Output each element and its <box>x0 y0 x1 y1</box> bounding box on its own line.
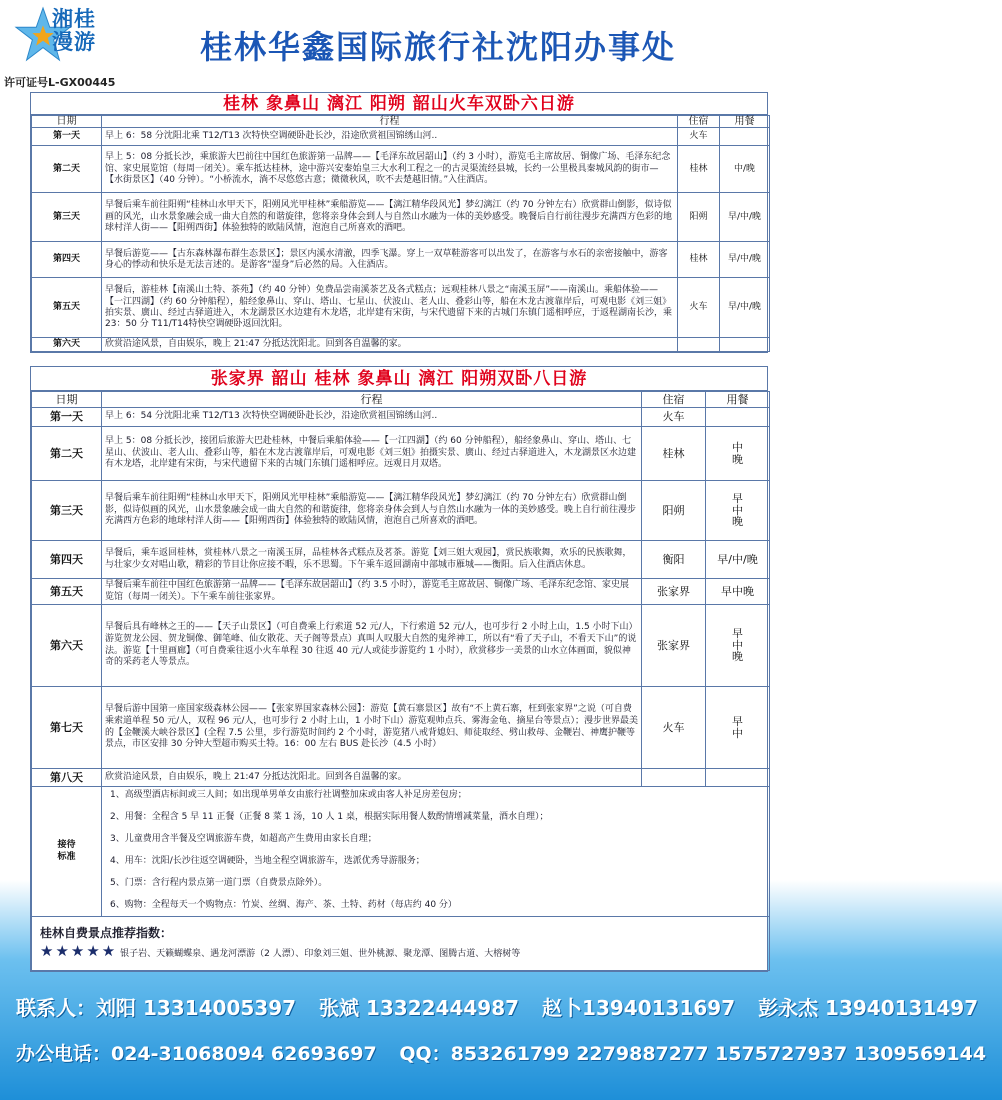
license-number: 许可证号L-GX00445 <box>4 76 116 89</box>
standards-row <box>32 787 770 917</box>
itinerary-text: 早餐后乘车前往阳朔“桂林山水甲天下，阳朔风光甲桂林”乘船游览——【漓江精华段风光】梦幻漓江（约 70 分钟左右）欣赏群山倒影，似诗似画的风光，山水景象融会成一曲大自然的和谐旋律，您将亲身体会到人与自然山水融为一体的美妙感受。晚上自行前往漫步充满西方色彩的地球村洋人街——【阳朔西街】体验独特的欧陆风情，泡泡自己所喜欢的酒吧。 <box>102 481 642 541</box>
day-label: 第一天 <box>32 128 102 146</box>
table-row <box>32 146 770 193</box>
accommodation: 桂林 <box>678 242 720 278</box>
header-meals: 用餐 <box>706 392 770 408</box>
logo-text <box>52 8 96 54</box>
day-label: 第五天 <box>32 579 102 605</box>
section1-table <box>31 115 770 352</box>
accommodation: 张家界 <box>642 605 706 687</box>
meals: 早/中/晚 <box>720 193 770 242</box>
meals: 中/晚 <box>720 146 770 193</box>
accommodation: 火车 <box>678 278 720 338</box>
day-label: 第六天 <box>32 338 102 352</box>
standard-item: 4、用车：沈阳/长沙往返空调硬卧，当地全程空调旅游车，选派优秀导游服务； <box>110 856 425 866</box>
standard-item: 3、儿童费用含半餐及空调旅游车费，如超高产生费用由家长自理； <box>110 834 377 844</box>
day-label: 第七天 <box>32 687 102 769</box>
day-label: 第四天 <box>32 541 102 579</box>
accommodation: 阳朔 <box>642 481 706 541</box>
accommodation: 桂林 <box>642 427 706 481</box>
tour-six-day <box>30 92 768 353</box>
accommodation <box>642 769 706 787</box>
office-contacts <box>16 1031 987 1077</box>
table-row <box>32 605 770 687</box>
day-label: 第五天 <box>32 278 102 338</box>
table-row <box>32 242 770 278</box>
header-meals: 用餐 <box>720 116 770 128</box>
contact-item: 彭永杰 13940131497 <box>758 996 979 1020</box>
itinerary-text: 早餐后具有峰林之王的——【天子山景区】（可自费乘上行索道 52 元/人，下行索道 52 元/人，也可步行 2 小时上山，1.5 小时下山）游览贺龙公园、贺龙铜像、御笔峰、仙女散花、天子阁等景点）真叫人叹服大自然的鬼斧神工，所以有“看了天子山，不看天下山”的说法。游览【十里画廊】（可自费乘往返小火车单程 30 往返 40 元/人或徒步游览约 1 小时），欣赏移步一美景的山水立体画面，貌似神奇的采药老人等景点。 <box>102 605 642 687</box>
selfpay-line <box>40 942 761 961</box>
contact-item: 赵卜13940131697 <box>542 996 736 1020</box>
itinerary-text: 早餐后，乘车返回桂林，赏桂林八景之一南溪玉屏，品桂林各式糕点及茗茶。游览【刘三姐大观园】，赏民族歌舞，欢乐的民族歌舞，与壮家少女对唱山歌，精彩的节目让你应接不暇，乐不思蜀。下午乘车返回湖南中部城市雁城——衡阳。后入住酒店休息。 <box>102 541 642 579</box>
contact-item: 联系人：刘阳 13314005397 <box>16 996 297 1020</box>
section2-title: 张家界 韶山 桂林 象鼻山 漓江 阳朔双卧八日游 <box>31 367 767 391</box>
day-label: 第八天 <box>32 769 102 787</box>
meals <box>706 408 770 427</box>
accommodation <box>678 338 720 352</box>
day-label: 第二天 <box>32 427 102 481</box>
itinerary-text: 早餐后游览——【古东森林瀑布群生态景区】；景区内溪水清澈，四季飞瀑。穿上一双草鞋游客可以出发了，在游客与水石的亲密接触中，游客身心的悸动和快乐是无法言述的。是游客“湿身”后必然的局。入住酒店。 <box>102 242 678 278</box>
table-header-row <box>32 116 770 128</box>
contacts <box>16 985 987 1077</box>
tour-eight-day <box>30 366 768 972</box>
meals <box>720 128 770 146</box>
star-rating-icon: ★★★★★ <box>40 942 118 960</box>
section2-table <box>31 391 770 971</box>
standard-item: 2、用餐：全程含 5 早 11 正餐（正餐 8 菜 1 汤，10 人 1 桌，根据实际用餐人数酌情增减菜量，酒水自理）； <box>110 812 549 822</box>
itinerary-text: 早上 6：54 分沈阳北乘 T12/T13 次特快空调硬卧赴长沙，沿途欣赏祖国锦绣山河.. <box>102 408 642 427</box>
header <box>0 0 800 92</box>
selfpay-title: 桂林自费景点推荐指数： <box>40 926 173 941</box>
accommodation: 火车 <box>642 687 706 769</box>
contact-persons <box>16 985 979 1031</box>
meals: 早 中 晚 <box>706 481 770 541</box>
meals: 早 中 <box>706 687 770 769</box>
itinerary-text: 早餐后游中国第一座国家级森林公园——【张家界国家森林公园】：游览【黄石寨景区】故有“不上黄石寨，枉到张家界”之说（可自费乘索道单程 50 元/人，双程 96 元/人，也可步行 2 小时上山，1 小时下山）游览观帅点兵、雾海金龟、摘星台等景点）；漫步世界最美的【金鞭溪大峡谷景区】(全程 7.5 公里，步行游览时间约 2 个小时，游览猪八戒背媳妇、师徒取经、劈山救母、金鞭岩、神鹰护鞭等景点，市区安排 30 分钟大型超市购买土特。16：00 左右 BUS 赴长沙（4.5 小时） <box>102 687 642 769</box>
day-label: 第一天 <box>32 408 102 427</box>
table-row <box>32 481 770 541</box>
standards-label: 接待 标准 <box>32 787 102 917</box>
meals: 中 晚 <box>706 427 770 481</box>
itinerary-text: 欣赏沿途风景，自由娱乐，晚上 21:47 分抵达沈阳北。回到各自温馨的家。 <box>102 338 678 352</box>
header-date: 日期 <box>32 116 102 128</box>
qq-numbers: QQ：853261799 2279887277 1575727937 1309569144 <box>399 1043 987 1065</box>
table-row <box>32 128 770 146</box>
standard-item: 1、高级型酒店标间或三人间；如出现单男单女由旅行社调整加床或由客人补足房差包房； <box>110 790 467 800</box>
table-row <box>32 338 770 352</box>
itinerary-text: 早餐后乘车前往中国红色旅游第一品牌——【毛泽东故居韶山】（约 3.5 小时），游览毛主席故居、铜像广场、毛泽东纪念馆、家史展览馆（每周一闭关）。下午乘车前往张家界。 <box>102 579 642 605</box>
contact-item: 张斌 13322444987 <box>319 996 520 1020</box>
standard-item: 5、门票：含行程内景点第一道门票（自费景点除外）。 <box>110 878 328 888</box>
header-accommodation: 住宿 <box>678 116 720 128</box>
meals <box>706 769 770 787</box>
office-phone: 办公电话：024-31068094 62693697 <box>16 1043 377 1065</box>
itinerary-text: 早餐后乘车前往阳朔“桂林山水甲天下，阳朔风光甲桂林”乘船游览——【漓江精华段风光】梦幻漓江（约 70 分钟左右）欣赏群山倒影，似诗似画的风光，山水景象融会成一曲大自然的和谐旋律，您将亲身体会到人与自然山水融为一体的美妙感受。晚餐后自行前往漫步充满西方色彩的地球村洋人街——【阳朔西街】体验独特的欧陆风情，泡泡自己所喜欢的酒吧。 <box>102 193 678 242</box>
table-row <box>32 193 770 242</box>
table-header-row <box>32 392 770 408</box>
day-label: 第二天 <box>32 146 102 193</box>
accommodation: 火车 <box>678 128 720 146</box>
logo-line2: 漫游 <box>52 30 96 54</box>
itinerary-text: 早上 5：08 分抵长沙，接团后旅游大巴赴桂林，中餐后乘船体验——【一江四湖】（约 60 分钟船程），船经象鼻山、穿山、塔山、七星山、伏波山、老人山、叠彩山等，船在木龙古渡靠岸后，可观电影《刘三姐》拍摄实景、廣山、经过古驿道进入，木龙湖景区水边建有木龙塔，北岸建有宋街，与宋代遗留下来的古城门东镇门遥相呼应。远观日月双塔。 <box>102 427 642 481</box>
table-row <box>32 278 770 338</box>
table-row <box>32 408 770 427</box>
header-accommodation: 住宿 <box>642 392 706 408</box>
table-row <box>32 769 770 787</box>
header-itinerary: 行程 <box>102 392 642 408</box>
meals: 早中晚 <box>706 579 770 605</box>
table-row <box>32 427 770 481</box>
accommodation: 张家界 <box>642 579 706 605</box>
selfpay-text: 银子岩、天籁蝴蝶泉、遇龙河漂游（2 人漂）、印象刘三姐、世外桃源、聚龙潭、图腾古道、大榕树等 <box>120 949 521 959</box>
selfpay-cell <box>32 917 770 971</box>
table-row <box>32 541 770 579</box>
table-row <box>32 687 770 769</box>
section1-title: 桂林 象鼻山 漓江 阳朔 韶山火车双卧六日游 <box>31 93 767 115</box>
accommodation: 衡阳 <box>642 541 706 579</box>
meals: 早/中/晚 <box>706 541 770 579</box>
accommodation: 阳朔 <box>678 193 720 242</box>
page-title: 桂林华鑫国际旅行社沈阳办事处 <box>200 28 677 66</box>
meals <box>720 338 770 352</box>
meals: 早/中/晚 <box>720 242 770 278</box>
itinerary-text: 欣赏沿途风景，自由娱乐，晚上 21:47 分抵达沈阳北。回到各自温馨的家。 <box>102 769 642 787</box>
itinerary-text: 早餐后，游桂林【南溪山土特、茶苑】（约 40 分钟）免费品尝南溪茶艺及各式糕点；远观桂林八景之“南溪玉屏”——南溪山。乘船体验——【一江四湖】（约 60 分钟船程），船经象鼻山、穿山、塔山、七星山、伏波山、老人山、叠彩山等，船在木龙古渡靠岸后，可观电影《刘三姐》拍实景、廣山、经过古驿道进入，木龙湖景区水边建有木龙塔，北岸建有宋街，与宋代遗留下来的古城门东镇门遥相呼应，于返程湖南长沙，乘 23：50 分 T11/T14特快空调硬卧返回沈阳。 <box>102 278 678 338</box>
itinerary-text: 早上 5：08 分抵长沙，乘旅游大巴前往中国红色旅游第一品牌——【毛泽东故居韶山】（约 3 小时），游览毛主席故居、铜像广场、毛泽东纪念馆、家史展览馆（每周一闭关）。乘车抵达桂林，途中游兴安秦始皇三大水利工程之一的古灵渠流经县城，长约一公里极具秦城风韵的街市—【水街景区】（40 分钟）。“小桥流水，淌不尽悠悠古意；微微秋风，吹不去楚越旧情。”入住酒店。 <box>102 146 678 193</box>
standard-item: 6、购物：全程每天一个购物点：竹炭、丝绸、海产、茶、土特、药材（每店约 40 分） <box>110 900 457 910</box>
meals: 早/中/晚 <box>720 278 770 338</box>
table-row <box>32 579 770 605</box>
day-label: 第三天 <box>32 481 102 541</box>
header-date: 日期 <box>32 392 102 408</box>
day-label: 第三天 <box>32 193 102 242</box>
itinerary-text: 早上 6：58 分沈阳北乘 T12/T13 次特快空调硬卧赴长沙，沿途欣赏祖国锦绣山河.. <box>102 128 678 146</box>
day-label: 第六天 <box>32 605 102 687</box>
accommodation: 桂林 <box>678 146 720 193</box>
accommodation: 火车 <box>642 408 706 427</box>
logo-line1: 湘桂 <box>52 7 96 31</box>
day-label: 第四天 <box>32 242 102 278</box>
header-itinerary: 行程 <box>102 116 678 128</box>
standards-list <box>102 787 770 917</box>
meals: 早 中 晚 <box>706 605 770 687</box>
selfpay-row <box>32 917 770 971</box>
